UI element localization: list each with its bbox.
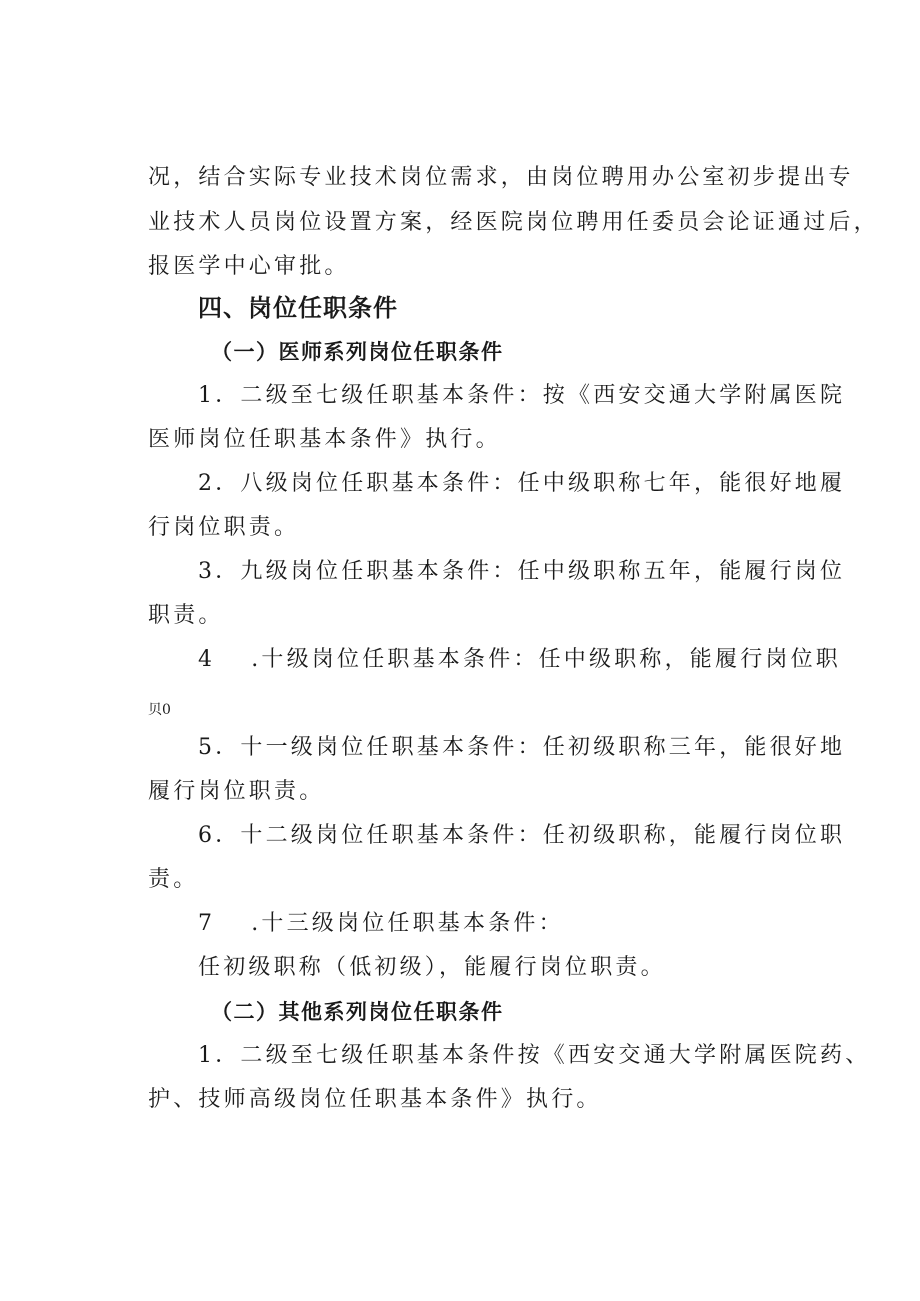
item1-2-line-2: 行岗位职责。 xyxy=(148,515,300,540)
item1-7-number: 7 xyxy=(198,911,216,936)
item1-5-line-1: 5．十一级岗位任职基本条件：任初级职称三年，能很好地 xyxy=(198,735,846,760)
item1-5-line-2: 履行岗位职责。 xyxy=(148,779,325,804)
item1-4-line-1 xyxy=(198,645,841,675)
item2-1-line-1: 1．二级至七级任职基本条件按《西安交通大学附属医院药、 xyxy=(198,1043,871,1068)
item1-1-line-1: 1．二级至七级任职基本条件：按《西安交通大学附属医院 xyxy=(198,383,846,408)
item1-6-line-1: 6．十二级岗位任职基本条件：任初级职称，能履行岗位职 xyxy=(198,823,846,848)
item1-7-text: .十三级岗位任职基本条件： xyxy=(251,911,564,936)
intro-line-3: 报医学中心审批。 xyxy=(148,254,350,279)
item1-1-line-2: 医师岗位任职基本条件》执行。 xyxy=(148,427,501,452)
item1-4-number: 4 xyxy=(198,647,216,672)
item1-7-line-1 xyxy=(198,909,564,939)
item1-4-tail: 贝0 xyxy=(148,702,171,718)
item1-3-line-1: 3．九级岗位任职基本条件：任中级职称五年，能履行岗位 xyxy=(198,559,846,584)
item1-2-line-1: 2．八级岗位任职基本条件：任中级职称七年，能很好地履 xyxy=(198,471,846,496)
item1-6-line-2: 责。 xyxy=(148,867,199,892)
item2-1-line-2: 护、技师高级岗位任职基本条件》执行。 xyxy=(148,1087,602,1112)
section-title: 四、岗位任职条件 xyxy=(198,294,398,322)
item1-3-line-2: 职责。 xyxy=(148,603,224,628)
subsection-title-other: （二）其他系列岗位任职条件 xyxy=(211,1000,504,1024)
intro-line-2: 业技术人员岗位设置方案，经医院岗位聘用任委员会论证通过后， xyxy=(148,210,879,235)
item1-4-text: .十级岗位任职基本条件：任中级职称，能履行岗位职 xyxy=(251,647,841,672)
item1-7-tail: 任初级职称（低初级），能履行岗位职责。 xyxy=(198,955,666,980)
subsection-title-physician: （一）医师系列岗位任职条件 xyxy=(211,340,504,364)
intro-line-1: 况，结合实际专业技术岗位需求，由岗位聘用办公室初步提出专 xyxy=(148,165,854,190)
